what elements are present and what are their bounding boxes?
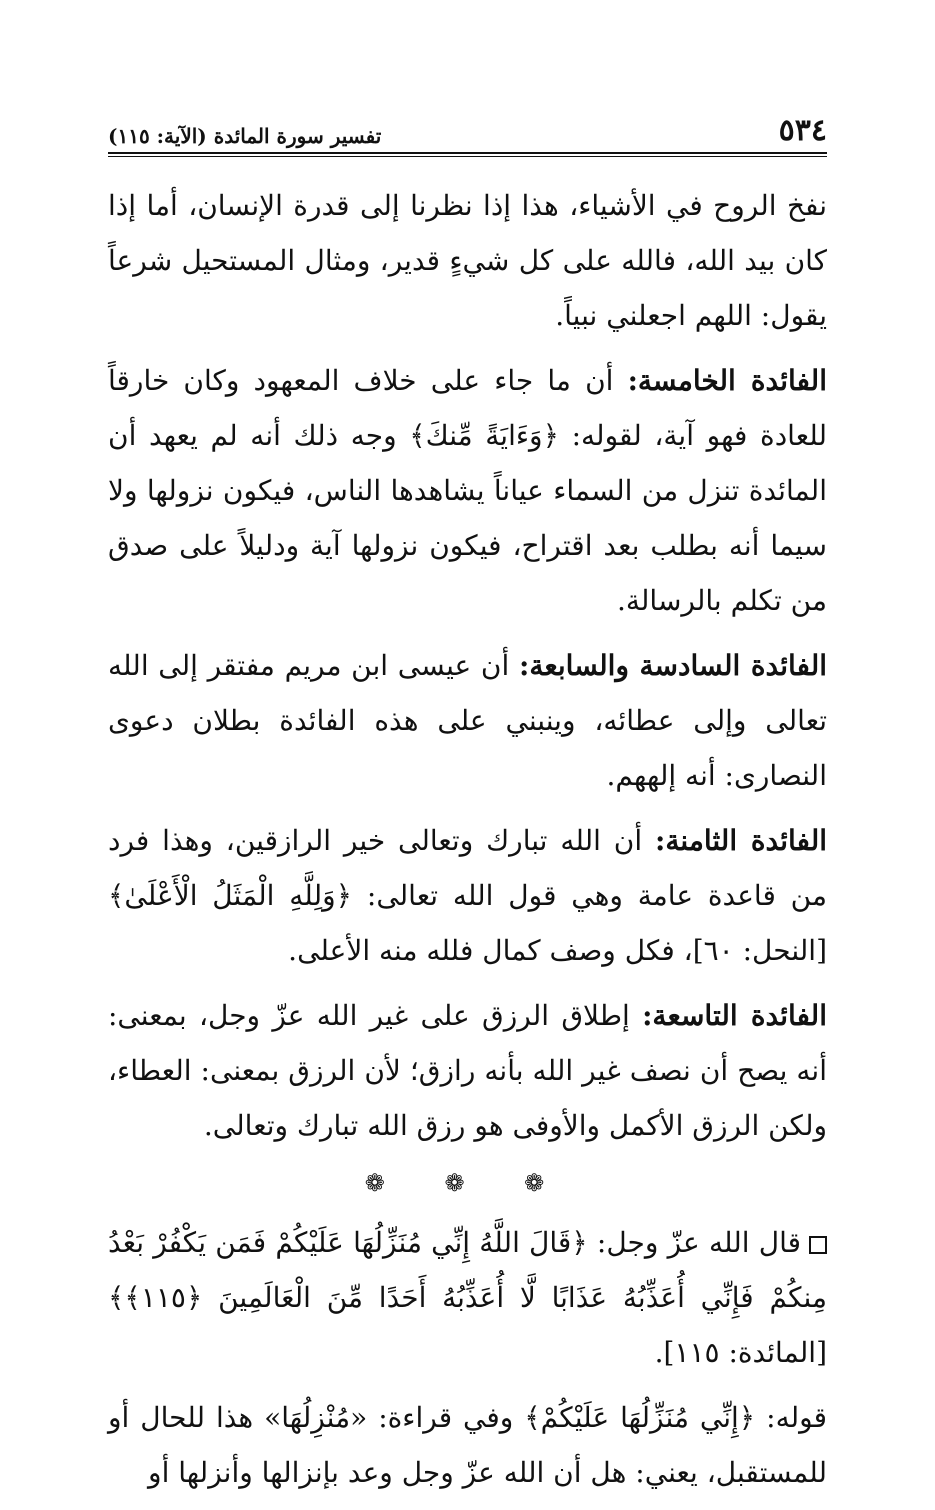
- paragraph-fifth-benefit: [108, 353, 827, 628]
- page-number: ٥٣٤: [778, 113, 827, 148]
- quran-quote: ﴿إِنِّي مُنَزِّلُهَا عَلَيْكُمْ﴾: [524, 1401, 756, 1434]
- paragraph-text: [النحل: ٦٠]، فكل وصف كمال فلله منه الأعلى.: [288, 934, 827, 967]
- square-bullet-icon: [809, 1236, 827, 1254]
- header-rule: [108, 152, 827, 157]
- verse-intro: قال الله عزّ وجل:: [587, 1226, 801, 1259]
- section-separator: ❁ ❁ ❁: [364, 1169, 571, 1197]
- paragraph-continuation: [108, 178, 827, 343]
- paragraph-text: إطلاق الرزق على غير الله عزّ وجل، بمعنى: أنه يصح أن نصف غير الله بأنه رازق؛ لأن الرزق بمعنى: العطاء، ولكن الرزق الأكمل والأوفى هو رزق الله تبارك وتعالى.: [108, 999, 827, 1142]
- paragraph-text: وجه ذلك أنه لم يعهد أن المائدة تنزل من السماء عياناً يشاهدها الناس، فيكون نزولها ولا سيما أنه بطلب بعد اقتراح، فيكون نزولها آية ودليلاً على صدق من تكلم بالرسالة.: [108, 419, 827, 617]
- paragraph-eighth-benefit: [108, 813, 827, 978]
- paragraph-heading: الفائدة الخامسة:: [627, 364, 827, 397]
- paragraph-heading: الفائدة السادسة والسابعة:: [518, 649, 828, 682]
- quran-quote: ﴿وَلِلَّهِ الْمَثَلُ الْأَعْلَىٰ﴾: [108, 879, 353, 912]
- page-header: [108, 108, 827, 152]
- page-body: [108, 178, 827, 1510]
- paragraph-heading: الفائدة التاسعة:: [642, 999, 827, 1032]
- paragraph-text: أن الله تبارك وتعالى خير الرازقين، وهذا فرد من قاعدة عامة وهي قول الله تعالى:: [108, 824, 827, 912]
- paragraph-text: نفخ الروح في الأشياء، هذا إذا نظرنا إلى قدرة الإنسان، أما إذا كان بيد الله، فالله على كل شيءٍ قدير، ومثال المستحيل شرعاً يقول: اللهم اجعلني نبياً.: [108, 189, 827, 332]
- verse-reference: [المائدة: ١١٥].: [654, 1336, 827, 1369]
- paragraph-commentary: [108, 1390, 827, 1500]
- paragraph-text: أن ما جاء على خلاف المعهود وكان خارقاً للعادة فهو آية، لقوله:: [108, 364, 827, 452]
- running-title: تفسير سورة المائدة (الآية: ١١٥): [108, 124, 382, 148]
- verse-paragraph: [108, 1215, 827, 1380]
- paragraph-sixth-seventh-benefit: [108, 638, 827, 803]
- paragraph-heading: الفائدة الثامنة:: [655, 824, 828, 857]
- paragraph-ninth-benefit: [108, 988, 827, 1153]
- quran-verse: ﴿قَالَ اللَّهُ إِنِّي مُنَزِّلُهَا عَلَيْكُمْ فَمَن يَكْفُرْ بَعْدُ مِنكُمْ فَإِنِّي أُعَذِّبُهُ عَذَابًا لَّا أُعَذِّبُهُ أَحَدًا مِّنَ الْعَالَمِينَ ﴿١١٥﴾﴾: [108, 1226, 827, 1314]
- paragraph-text: أن عيسى ابن مريم مفتقر إلى الله تعالى وإلى عطائه، وينبني على هذه الفائدة بطلان دعوى النصارى: أنه إلههم.: [108, 649, 827, 792]
- paragraph-text: وفي قراءة: «مُنْزِلُهَا» هذا للحال أو للمستقبل، يعني: هل أن الله عزّ وجل وعد بإنزالها وأنزلها أو: [108, 1401, 827, 1489]
- quran-quote: ﴿وَءَايَةً مِّنكَ﴾: [409, 419, 559, 452]
- paragraph-text: قوله:: [755, 1401, 827, 1434]
